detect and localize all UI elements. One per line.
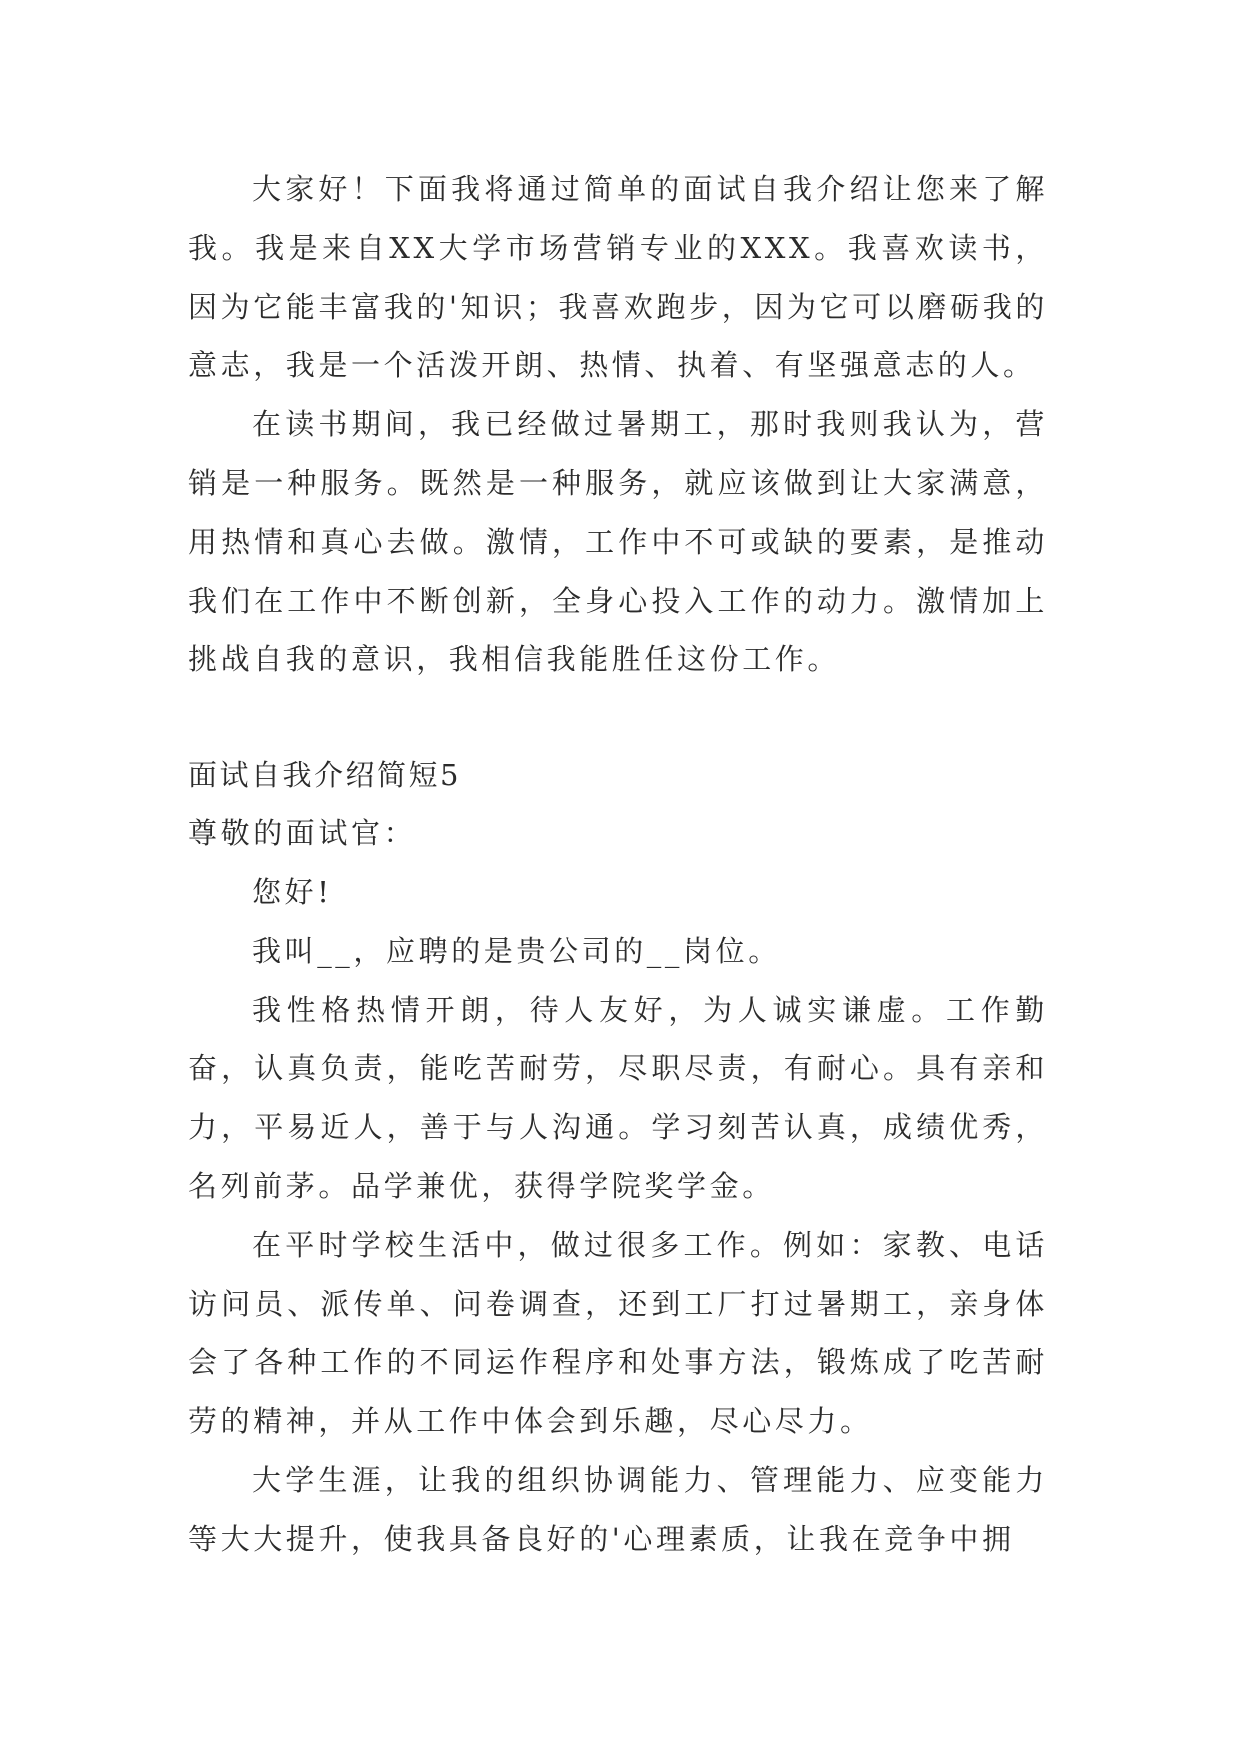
greeting: 您好!	[252, 874, 333, 909]
salutation: 尊敬的面试官：	[188, 816, 417, 851]
paragraph-personality: 我性格热情开朗，待人友好，为人诚实谦虚。工作勤奋，认真负责，能吃苦耐劳，尽职尽责，有耐心。具有亲和力，平易近人，善于与人沟通。学习刻苦认真，成绩优秀，名列前茅。品学兼优，获得学院奖学金。	[188, 992, 1048, 1203]
paragraph-name-and-position: 我叫__，应聘的是贵公司的__岗位。	[252, 933, 781, 968]
paragraph-work-experience: 在读书期间，我已经做过暑期工，那时我则我认为，营销是一种服务。既然是一种服务，就应该做到让大家满意，用热情和真心去做。激情，工作中不可或缺的要素，是推动我们在工作中不断创新，全身心投入工作的动力。激情加上挑战自我的意识，我相信我能胜任这份工作。	[188, 407, 1048, 677]
section-title: 面试自我介绍简短5	[188, 758, 461, 793]
paragraph-school-work: 在平时学校生活中，做过很多工作。例如：家教、电话访问员、派传单、问卷调查，还到工厂打过暑期工，亲身体会了各种工作的不同运作程序和处事方法，锻炼成了吃苦耐劳的精神，并从工作中体会到乐趣，尽心尽力。	[188, 1227, 1048, 1439]
paragraph-university-abilities: 大学生涯，让我的组织协调能力、管理能力、应变能力等大大提升，使我具备良好的'心理素质，让我在竞争中拥	[188, 1462, 1048, 1556]
document-body	[188, 160, 1048, 1569]
paragraph-self-introduction: 大家好！下面我将通过简单的面试自我介绍让您来了解我。我是来自XX大学市场营销专业的XXX。我喜欢读书，因为它能丰富我的'知识；我喜欢跑步，因为它可以磨砺我的意志，我是一个活泼开朗、热情、执着、有坚强意志的人。	[188, 172, 1048, 383]
section-spacer	[188, 689, 1048, 746]
